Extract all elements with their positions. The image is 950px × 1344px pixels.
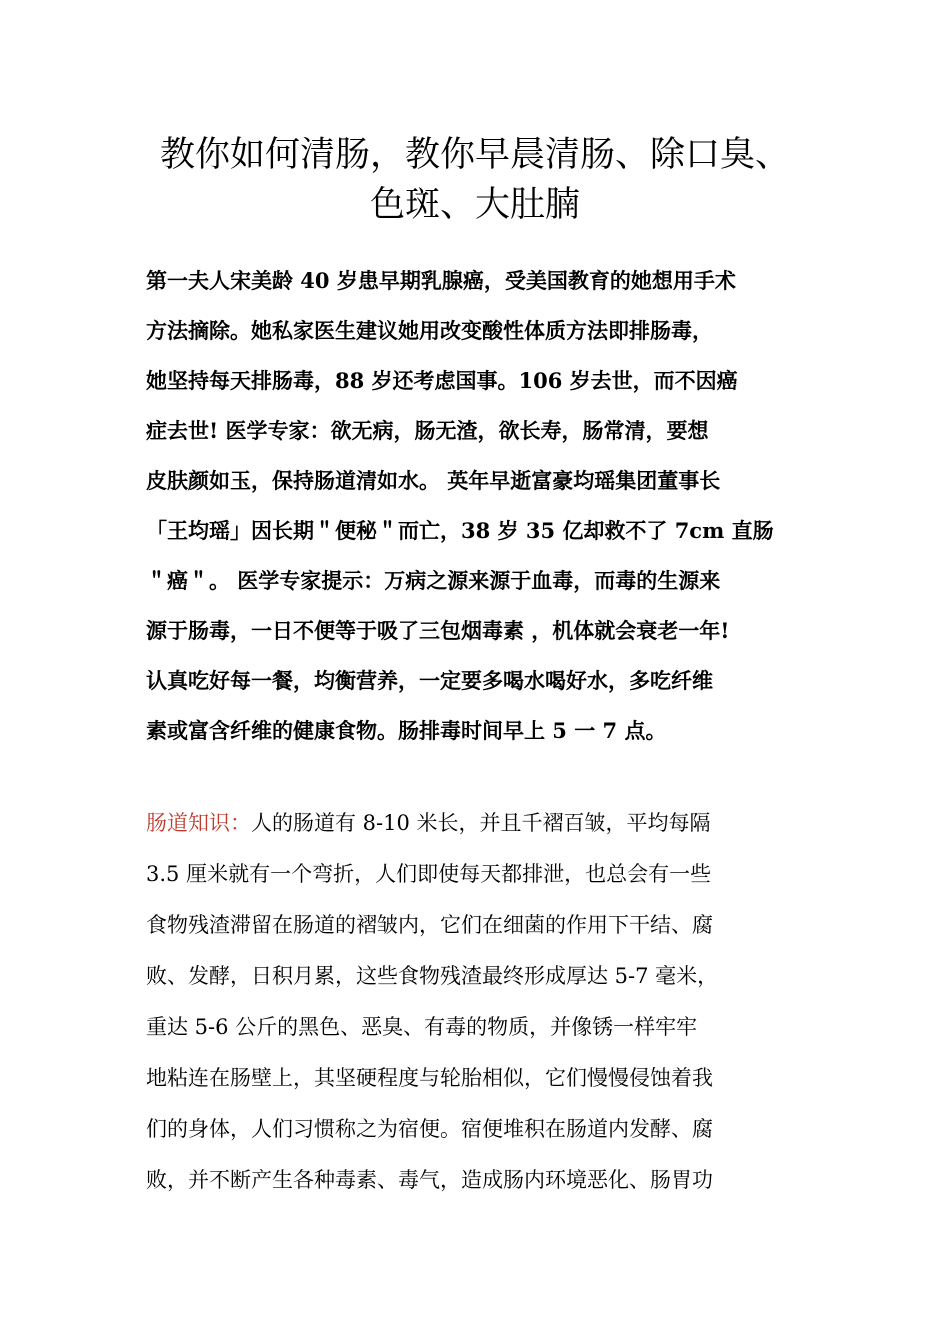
intro-line: 第一夫人宋美龄 40 岁患早期乳腺癌，受美国教育的她想用手术 <box>146 268 736 293</box>
intro-line: 素或富含纤维的健康食物。肠排毒时间早上 5 一 7 点。 <box>146 718 667 743</box>
knowledge-label: 肠道知识： <box>146 811 251 835</box>
knowledge-line: 地粘连在肠壁上，其坚硬程度与轮胎相似，它们慢慢侵蚀着我 <box>146 1066 713 1090</box>
knowledge-first-line <box>146 798 826 849</box>
intro-line: ＂癌＂。 医学专家提示：万病之源来源于血毒，而毒的生源来 <box>146 568 721 593</box>
intro-line: 皮肤颜如玉，保持肠道清如水。 英年早逝富豪均瑶集团董事长 <box>146 468 721 493</box>
knowledge-line: 食物残渣滞留在肠道的褶皱内，它们在细菌的作用下干结、腐 <box>146 913 713 937</box>
knowledge-line: 3.5 厘米就有一个弯折，人们即使每天都排泄，也总会有一些 <box>146 862 712 886</box>
knowledge-line: 败，并不断产生各种毒素、毒气，造成肠内环境恶化、肠胃功 <box>146 1168 713 1192</box>
intro-line: 源于肠毒，一日不便等于吸了三包烟毒素 ，机体就会衰老一年! <box>146 618 730 643</box>
document-title-line-1: 教你如何清肠，教你早晨清肠、除口臭、 <box>159 135 790 175</box>
knowledge-line: 重达 5-6 公斤的黑色、恶臭、有毒的物质，并像锈一样牢牢 <box>146 1015 698 1039</box>
intro-paragraph <box>146 256 826 756</box>
intro-line: 认真吃好每一餐，均衡营养，一定要多喝水喝好水，多吃纤维 <box>146 668 713 693</box>
intro-line: 她坚持每天排肠毒，88 岁还考虑国事。106 岁去世，而不因癌 <box>146 368 738 393</box>
intro-line: 「王均瑶」因长期＂便秘＂而亡，38 岁 35 亿却救不了 7cm 直肠 <box>146 518 774 543</box>
knowledge-first-line-text: 人的肠道有 8-10 米长，并且千褶百皱，平均每隔 <box>251 811 711 835</box>
knowledge-line: 们的身体，人们习惯称之为宿便。宿便堆积在肠道内发酵、腐 <box>146 1117 713 1141</box>
intro-line: 方法摘除。她私家医生建议她用改变酸性体质方法即排肠毒， <box>146 318 713 343</box>
document-title-line-2: 色斑、大肚腩 <box>369 185 580 225</box>
knowledge-line: 败、发酵，日积月累，这些食物残渣最终形成厚达 5-7 毫米， <box>146 964 719 988</box>
knowledge-paragraph <box>146 798 826 1206</box>
intro-line: 症去世! 医学专家：欲无病，肠无渣，欲长寿，肠常清，要想 <box>146 418 709 443</box>
